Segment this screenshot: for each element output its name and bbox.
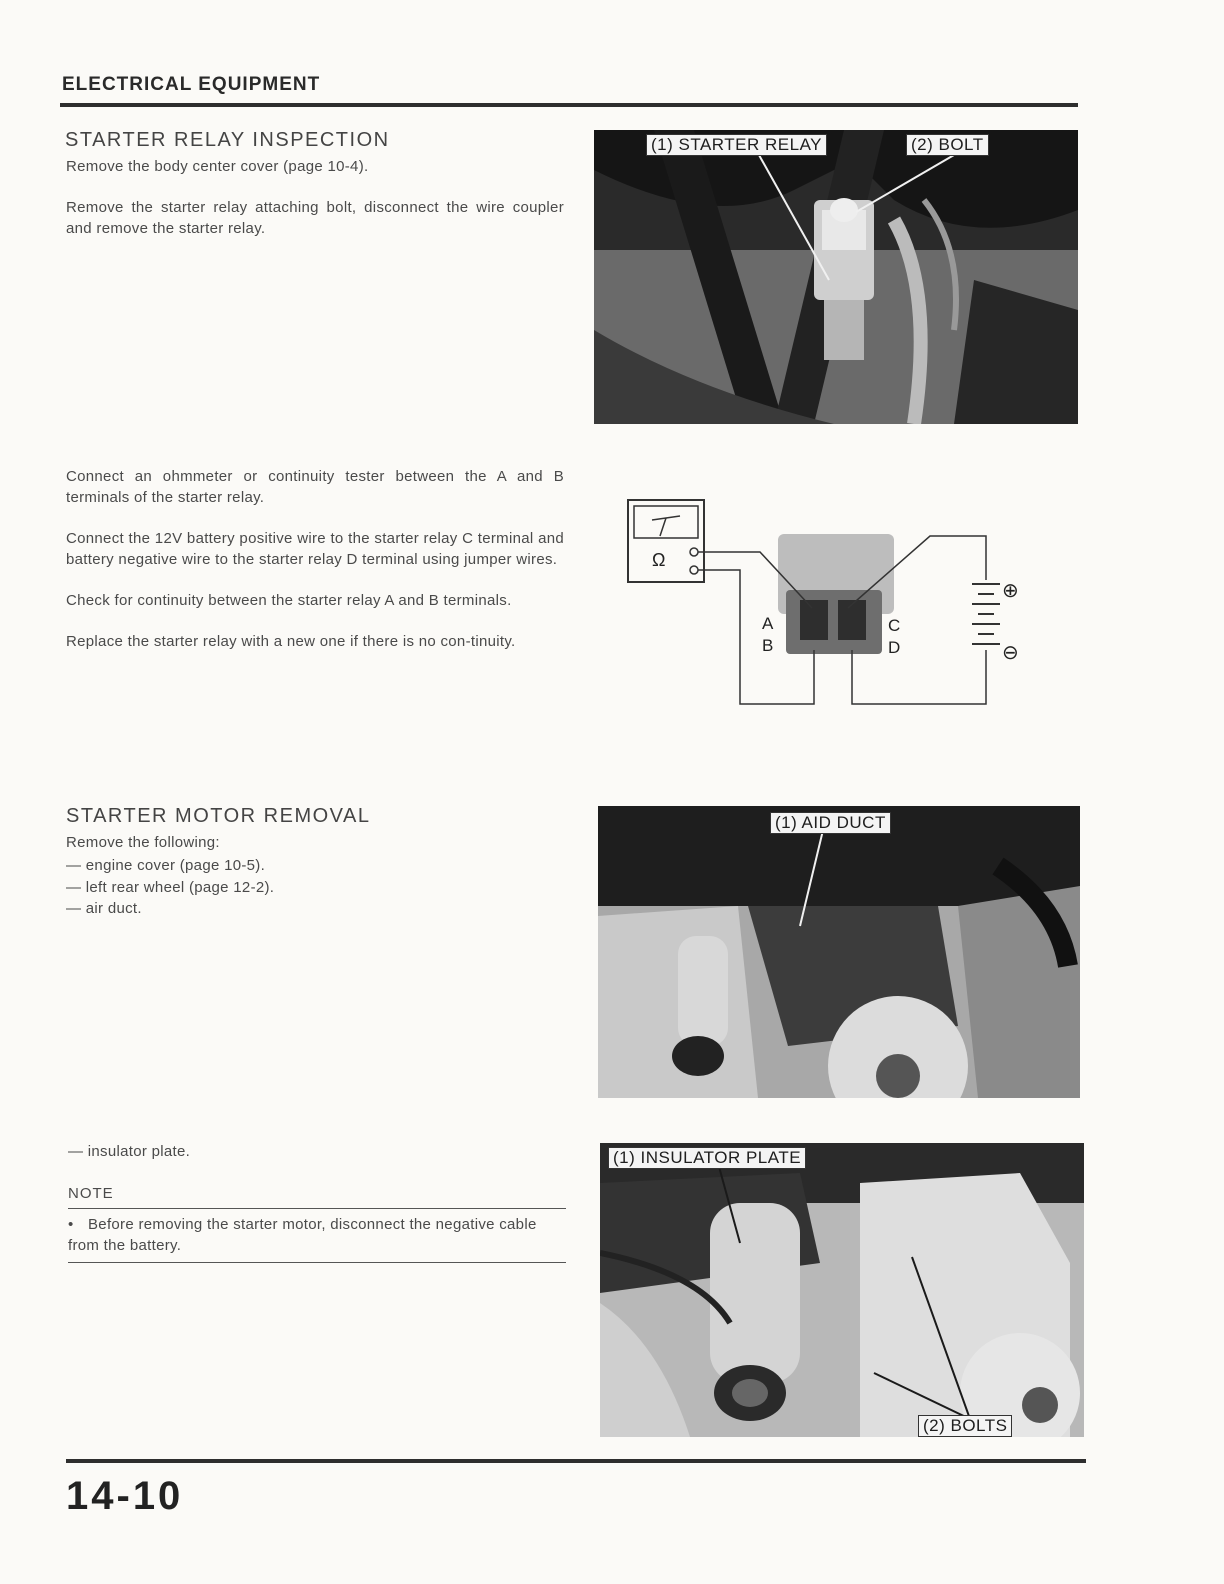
section1-text xyxy=(66,156,564,259)
relay-test-diagram xyxy=(600,480,1060,720)
battery-negative-symbol: ⊖ xyxy=(1002,642,1019,664)
list-item: — left rear wheel (page 12-2). xyxy=(66,877,274,899)
starter-relay-photo xyxy=(594,130,1078,424)
callout-air-duct: (1) AID DUCT xyxy=(770,812,891,834)
insulator-plate-photo xyxy=(600,1143,1084,1437)
callout-bolt: (2) BOLT xyxy=(906,134,989,156)
relay-test-wiring xyxy=(600,480,1060,720)
callout-insulator-plate: (1) INSULATOR PLATE xyxy=(608,1147,806,1169)
removal-intro: Remove the following: xyxy=(66,834,220,851)
air-duct-photo xyxy=(598,806,1080,1098)
note-rule-bottom xyxy=(68,1262,566,1263)
starter-relay-photo-image xyxy=(594,130,1078,424)
callout-bolts: (2) BOLTS xyxy=(918,1415,1012,1437)
note-text: Before removing the starter motor, disconnect the negative cable from the battery. xyxy=(68,1216,537,1254)
section2-text xyxy=(66,466,564,672)
ohm-symbol: Ω xyxy=(652,550,666,570)
section-title-starter-motor-removal: STARTER MOTOR REMOVAL xyxy=(66,805,371,827)
page-header-title: ELECTRICAL EQUIPMENT xyxy=(62,74,321,95)
callout-starter-relay: (1) STARTER RELAY xyxy=(646,134,827,156)
section2-paragraph-1: Connect an ohmmeter or continuity tester between the A and B terminals of the starter relay. xyxy=(66,468,564,506)
note-rule-top xyxy=(68,1208,566,1209)
removal-list xyxy=(66,855,274,920)
note-body xyxy=(68,1214,538,1256)
section1-paragraph-2: Remove the starter relay attaching bolt, disconnect the wire coupler and remove the starter relay. xyxy=(66,199,564,237)
insulator-plate-photo-image xyxy=(600,1143,1084,1437)
page-number: 14-10 xyxy=(66,1474,184,1518)
note-title: NOTE xyxy=(68,1185,114,1202)
section-title-starter-relay-inspection: STARTER RELAY INSPECTION xyxy=(65,129,390,151)
header-rule xyxy=(60,103,1078,107)
section2-paragraph-4: Replace the starter relay with a new one if there is no con-tinuity. xyxy=(66,633,516,650)
terminal-label-a: A xyxy=(762,614,774,633)
list-item: — engine cover (page 10-5). xyxy=(66,855,274,877)
battery-positive-symbol: ⊕ xyxy=(1002,580,1019,602)
terminal-label-d: D xyxy=(888,638,901,657)
terminal-label-b: B xyxy=(762,636,774,655)
footer-rule xyxy=(66,1459,1086,1463)
section1-paragraph-1: Remove the body center cover (page 10-4). xyxy=(66,158,369,175)
section2-paragraph-3: Check for continuity between the starter relay A and B terminals. xyxy=(66,592,512,609)
insulator-plate-item: — insulator plate. xyxy=(68,1143,191,1160)
terminal-label-c: C xyxy=(888,616,901,635)
bullet: • xyxy=(68,1216,74,1233)
list-item: — air duct. xyxy=(66,898,274,920)
air-duct-photo-image xyxy=(598,806,1080,1098)
section2-paragraph-2: Connect the 12V battery positive wire to the starter relay C terminal and battery negative wire to the starter relay D terminal using jumper wires. xyxy=(66,530,564,568)
insulator-plate-text: insulator plate. xyxy=(87,1143,191,1160)
